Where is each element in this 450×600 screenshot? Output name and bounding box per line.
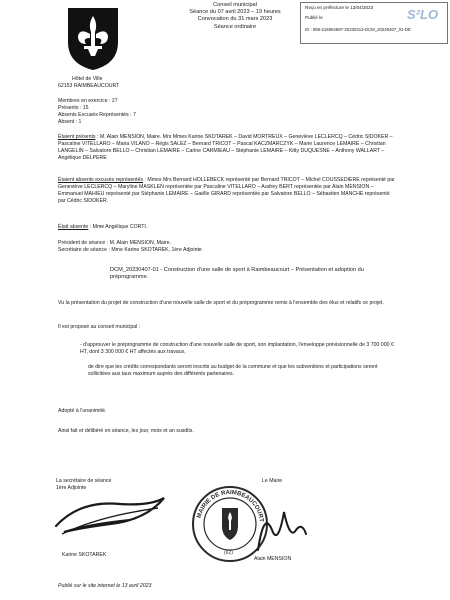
count-members: Membres en exercice : 27 xyxy=(58,98,118,104)
stamp-published: Publié le xyxy=(305,15,323,20)
seal-text: MAIRIE DE RAIMBEAUCOURT xyxy=(196,489,264,523)
stamp-received: Reçu en préfecture le 13/04/2023 xyxy=(305,5,374,10)
body-p3-wrap xyxy=(80,342,400,356)
presidence-section xyxy=(58,240,398,254)
deliberation-title xyxy=(110,267,390,282)
seal-code: (62) xyxy=(224,550,233,556)
absents-section xyxy=(58,177,398,205)
absents-label: Étaient absents excusés représentés xyxy=(58,177,144,183)
body-p4: de dire que les crédits correspondants seront inscrits au budget de la commune et que les subventions et participations seront sollicitées aux taux maximum auprès des différents partenaires. xyxy=(88,364,378,377)
presents-text: : M. Alain MENSION, Maire. Mrs Mmes Karine SKOTAREK – David MORTREUX – Geneviève LECLERCQ – Cédric SIDOKER – Pascaline VITELLARO – Maria VILANO – Régis SALEZ – Bernard TRICOT – Pascal KACZMARCZYK – Marie Laurence LEMAIRE – Christian LANGELIN – Salvatore BELLO – Christian LEMAIRE – Carine CARMIEAU – Stéphanie LEMAIRE – Kitty DUQUESNE – Anthony WALLART – Angélique DELPERE xyxy=(58,134,393,161)
adoption-text: Adopté à l'unanimité. xyxy=(58,408,107,414)
absent-section xyxy=(58,224,398,231)
mairie-line1: Hôtel de Ville xyxy=(72,76,103,82)
secretary-line: Secrétaire de séance : Mme Karine SKOTAREK, 1ère Adjointe xyxy=(58,247,202,253)
right-title: Le Maire xyxy=(262,478,283,484)
stamp-id: ID : 059-215904897-20230413-DCM_20230407_01-DE xyxy=(305,27,411,32)
s2lo-logo: S²LO xyxy=(407,7,439,22)
body-p4-wrap xyxy=(88,364,400,378)
count-absent: Absent : 1 xyxy=(58,119,82,125)
mayor-name: Alain MENSION xyxy=(254,556,292,562)
count-present: Présents : 15 xyxy=(58,105,89,111)
town-crest-icon xyxy=(66,6,120,72)
mairie-line2: 62153 RAIMBEAUCOURT xyxy=(58,83,120,89)
prefecture-stamp xyxy=(300,2,448,44)
mayor-signature-icon xyxy=(250,500,310,556)
left-title1: La secrétaire de séance xyxy=(56,478,112,484)
body-p2-wrap xyxy=(58,324,398,331)
body-p2: Il est proposé au conseil municipal : xyxy=(58,324,141,330)
body-p3: - d'approuver le préprogramme de construction d'une nouvelle salle de sport, son implantation, l'enveloppe prévisionnelle de 3 700 000 € HT, dont 3 300 000 € HT affectés aux travaux, xyxy=(80,342,394,355)
member-counts xyxy=(58,98,136,126)
absent-label: Était absente xyxy=(58,224,89,230)
secretary-signature-icon xyxy=(50,490,170,546)
deliberation-ref: DCM_20230407-01 - Construction d'une salle de sport à Raimbeaucourt – Présentation et adoption du préprogramme. xyxy=(110,267,364,281)
absent-text: : Mme Angélique CORTI. xyxy=(88,224,148,230)
body-p1: Vu la présentation du projet de construction d'une nouvelle salle de sport et du préprogramme remis à l'ensemble des élus et relatifs ce projet. xyxy=(58,300,384,306)
count-represented: Absents Excusés Représentés : 7 xyxy=(58,112,136,118)
header-convocation: Convocation du 31 mars 2023 xyxy=(197,16,273,23)
header-title: Conseil municipal xyxy=(213,2,257,8)
header-session: Séance du 07 avril 2023 – 19 heures xyxy=(189,9,281,16)
presents-label: Étaient présents xyxy=(58,134,96,140)
president-line: Président de séance : M. Alain MENSION, Maire. xyxy=(58,240,172,246)
left-title2: 1ère Adjointe xyxy=(56,485,87,491)
footer-publication: Publié sur le site internet le 13 avril 2023 xyxy=(58,583,152,589)
closing-text: Ainsi fait et délibéré en séance, les jour, mois et an susdits. xyxy=(58,428,194,434)
secretary-name: Karine SKOTAREK xyxy=(62,552,107,558)
presents-section xyxy=(58,134,398,162)
absents-text: : Mmes Mrs Bernard HOLLEBECK représenté par Bernard TRICOT – Michel COUSSEDIERE représenté par Geneviève LECLERCQ – Maryline MASKLEN représentée par Pascaline VITELLARO – Audrey BERT représentée par Alain MENSION – Emmanuel MAHIEU représenté par Stéphanie LEMAIRE – Gaëlle GIRARD représentée par Salvatore BELLO – Sébastien MANCHE représenté par Cédric SIDOKER. xyxy=(58,177,395,204)
meeting-header xyxy=(150,2,320,31)
body-section xyxy=(58,300,398,307)
header-type: Séance ordinaire xyxy=(213,23,257,30)
